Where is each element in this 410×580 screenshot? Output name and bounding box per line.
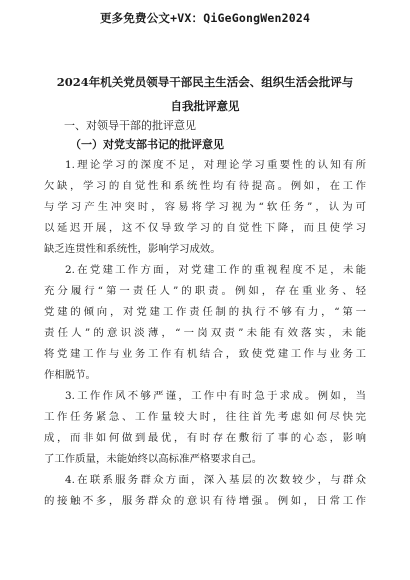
- paragraph-line: 1.理论学习的深度不足，对理论学习重要性的认知有所: [65, 159, 366, 171]
- paragraph-line: 了工作质量，未能始终以高标准严格要求自己。: [44, 453, 263, 465]
- paragraph-2: [44, 260, 366, 386]
- watermark-header: 更多免费公文+VX：QiGeGongWen2024: [99, 11, 311, 25]
- paragraph-line: 缺乏连贯性和系统性，影响学习成效。: [44, 243, 221, 255]
- paragraph-1: [44, 155, 366, 260]
- paragraph-line: 党建的倾向，对党建工作责任制的执行不够有力，“第一: [44, 306, 366, 318]
- document-title-line: 2024年机关党员领导干部民主生活会、组织生活会批评与: [56, 75, 354, 89]
- document-title: [44, 70, 366, 118]
- paragraph-line: 4.在联系服务群众方面，深入基层的次数较少，与群众: [65, 474, 366, 486]
- paragraph-line: 与学习产生冲突时，容易将学习视为“软任务”，认为可: [44, 201, 366, 213]
- paragraph-line: 欠缺，学习的自觉性和系统性均有待提高。例如，在工作: [44, 180, 366, 192]
- paragraph-line: 作相脱节。: [44, 369, 96, 381]
- paragraph-line: 充分履行“第一责任人”的职责。例如，存在重业务、轻: [44, 285, 366, 297]
- paragraph-line: 2.在党建工作方面，对党建工作的重视程度不足，未能: [65, 264, 366, 276]
- section-heading: 一、对领导干部的批评意见: [64, 119, 196, 132]
- document-body: [44, 155, 366, 512]
- paragraph-3: [44, 386, 366, 470]
- paragraph-line: 工作任务紧急、工作量较大时，往往首先考虑如何尽快完: [44, 411, 366, 423]
- paragraph-line: 成，而非如何做到最优，有时存在敷衍了事的心态，影响: [44, 432, 366, 444]
- paragraph-line: 将党建工作与业务工作有机结合，致使党建工作与业务工: [44, 348, 366, 360]
- paragraph-line: 3.工作作风不够严谨，工作中有时急于求成。例如，当: [65, 390, 366, 402]
- document-title-line: 自我批评意见: [170, 99, 240, 113]
- paragraph-4: [44, 470, 366, 512]
- sub-heading: （一）对党支部书记的批评意见: [70, 138, 224, 151]
- paragraph-line: 责任人”的意识淡薄，“一岗双责”未能有效落实，未能: [44, 327, 366, 339]
- paragraph-line: 以延迟开展，这不仅导致学习的自觉性下降，而且使学习: [44, 222, 366, 234]
- paragraph-line: 的接触不多，服务群众的意识有待增强。例如，日常工作: [44, 495, 366, 507]
